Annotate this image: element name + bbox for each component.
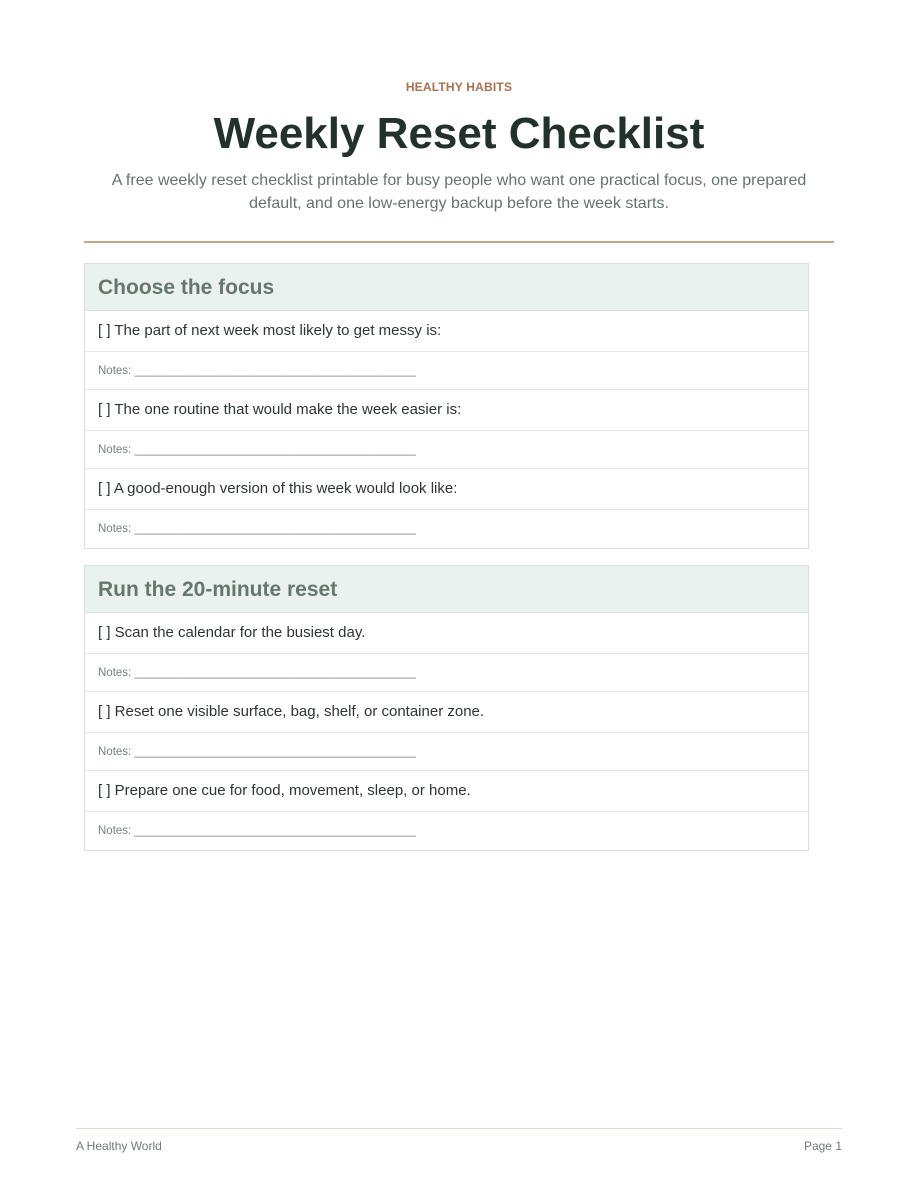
page-title: Weekly Reset Checklist (213, 109, 705, 158)
notes-line: Notes: ____________________________________________ (85, 431, 808, 469)
checklist-item-group (85, 390, 808, 469)
notes-line: Notes: ____________________________________________ (98, 523, 416, 535)
section-heading: Choose the focus (85, 264, 808, 311)
checklist-item: [ ] The part of next week most likely to get messy is: (85, 311, 808, 352)
checklist-item-group (85, 692, 808, 771)
checklist-item-group (85, 311, 808, 390)
notes-line: Notes: ____________________________________________ (85, 352, 808, 390)
checklist-item: [ ] Scan the calendar for the busiest day. (85, 613, 808, 654)
footer-page-number: Page 1 (803, 1139, 842, 1153)
notes-line: Notes: ____________________________________________ (85, 733, 808, 771)
notes-line: Notes: ____________________________________________ (85, 654, 808, 692)
checklist-item: [ ] Reset one visible surface, bag, shelf, or container zone. (85, 692, 808, 733)
eyebrow-label: HEALTHY HABITS (405, 80, 513, 94)
checklist-item-group (85, 613, 808, 692)
footer-divider (76, 1128, 842, 1129)
checklist-item: [ ] A good-enough version of this week would look like: (85, 469, 808, 510)
notes-line: Notes: ____________________________________________ (98, 825, 416, 837)
section-choose-focus (84, 263, 809, 549)
section-run-reset (84, 565, 809, 851)
checklist-item: [ ] Prepare one cue for food, movement, sleep, or home. (85, 771, 808, 812)
intro-text: A free weekly reset checklist printable for busy people who want one practical focus, one prepared default, and one low-energy backup before the week starts. (111, 172, 807, 212)
checklist-item-group (85, 771, 808, 850)
footer-site-name: A Healthy World (76, 1139, 162, 1153)
checklist-item: [ ] The one routine that would make the week easier is: (85, 390, 808, 431)
checklist-item-group (85, 469, 808, 548)
header-divider (84, 241, 834, 243)
section-heading: Run the 20-minute reset (85, 566, 808, 613)
